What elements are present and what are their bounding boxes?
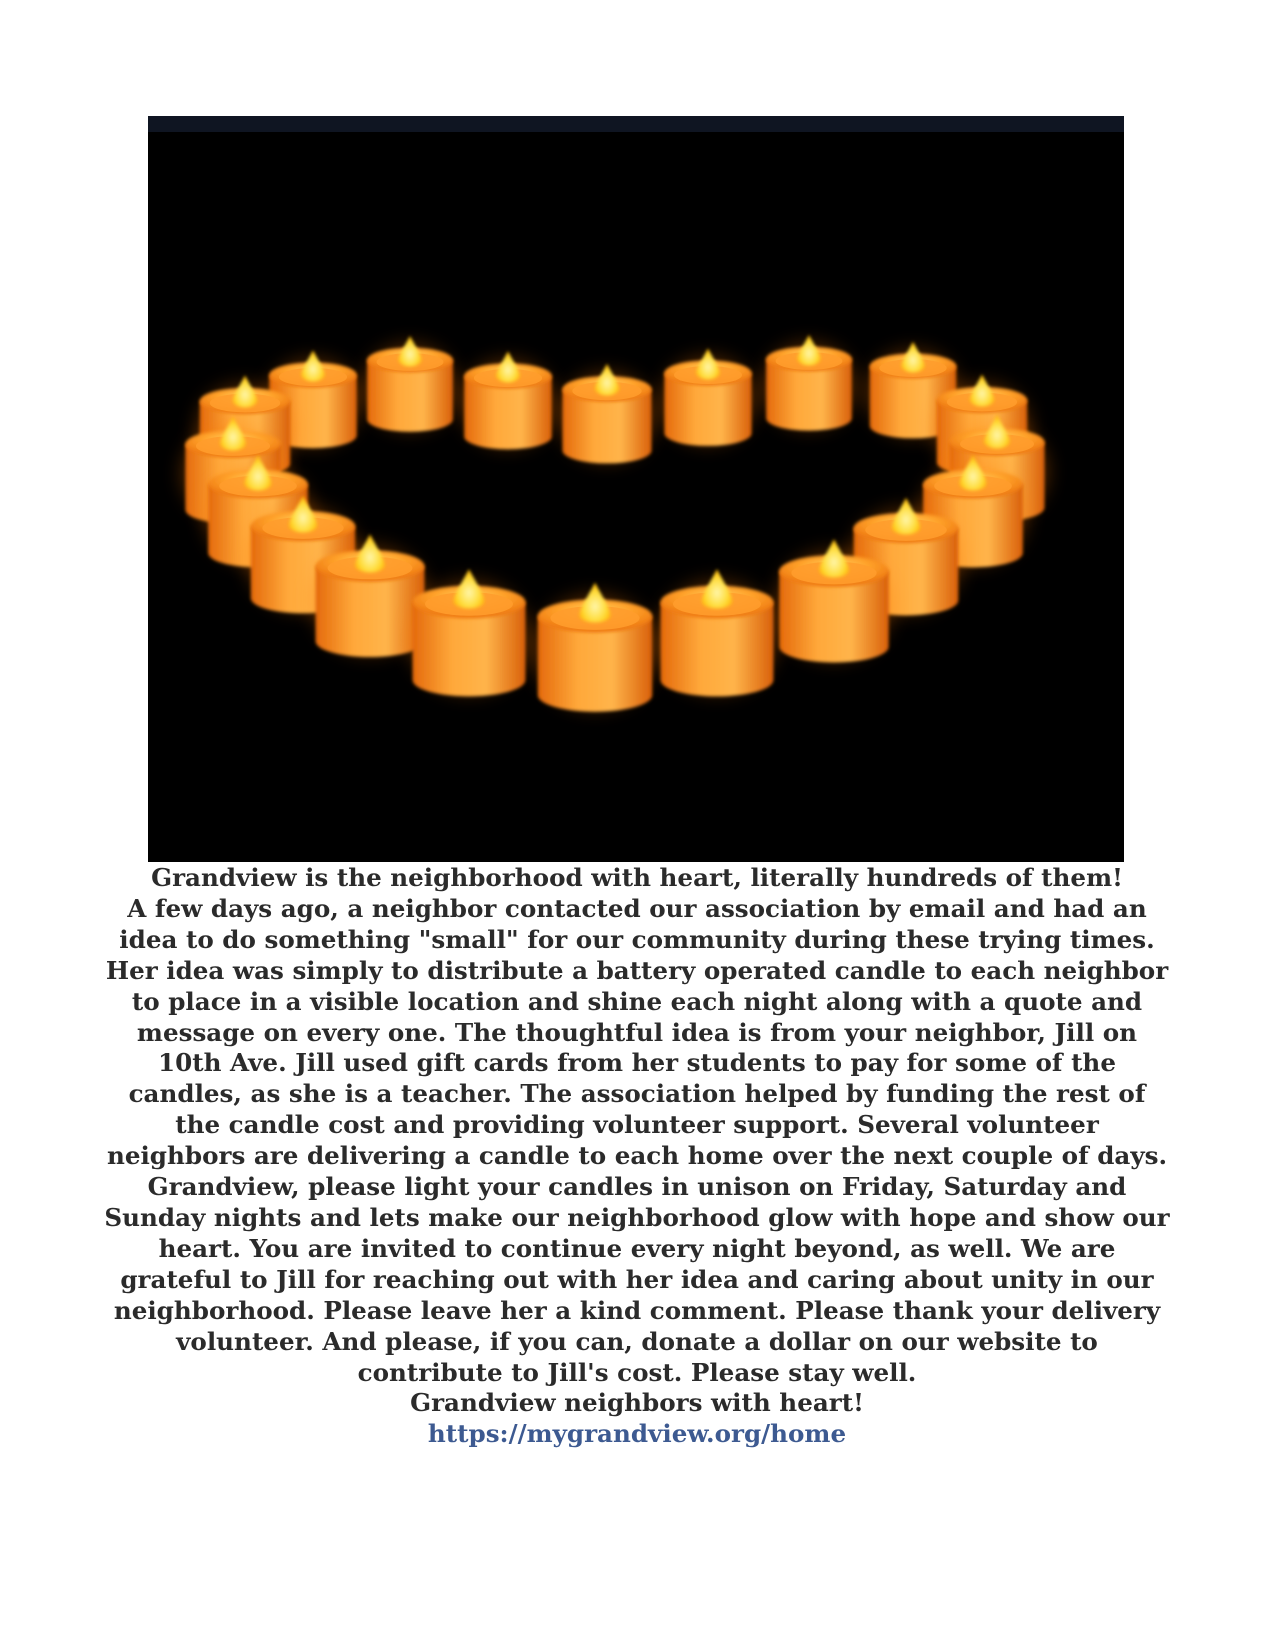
- paragraph-candle-idea: A few days ago, a neighbor contacted our association by email and had an idea to do something "small" for our community during these trying times. Her idea was simply to distribute a battery operated candle to each neighbor to place in a visible location and shine each night along with a quote and message on every one. The thoughtful idea is from your neighbor, Jill on 10th Ave. Jill used gift cards from her students to pay for some of the candles, as she is a teacher. The association helped by funding the rest of the candle cost and providing volunteer support. Several volunteer neighbors are delivering a candle to each home over the next couple of days.: [105, 893, 1169, 1171]
- candle: [658, 569, 776, 696]
- paragraph-light-candles: Grandview, please light your candles in unison on Friday, Saturday and Sunday nights and lets make our neighborhood glow with hope and show our heart. You are invited to continue every night beyond, as well. We are grateful to Jill for reaching out with her idea and caring about unity in our neighborhood. Please leave her a kind comment. Please thank your delivery volunteer. And please, if you can, donate a dollar on our website to contribute to Jill's cost. Please stay well.: [104, 1172, 1170, 1387]
- candle-heart-illustration: [148, 116, 1124, 862]
- website-link[interactable]: https://mygrandview.org/home: [427, 1419, 847, 1449]
- headline: Grandview is the neighborhood with heart, literally hundreds of them!: [151, 863, 1123, 892]
- candle: [764, 335, 854, 431]
- candle: [462, 351, 554, 449]
- signoff: Grandview neighbors with heart!: [410, 1388, 864, 1418]
- candle: [365, 336, 455, 432]
- candle-heart-photo: [148, 116, 1124, 862]
- announcement-text: [104, 863, 1170, 1450]
- candle: [560, 364, 653, 464]
- candle: [535, 583, 655, 712]
- candle: [662, 348, 754, 445]
- candle: [410, 569, 528, 696]
